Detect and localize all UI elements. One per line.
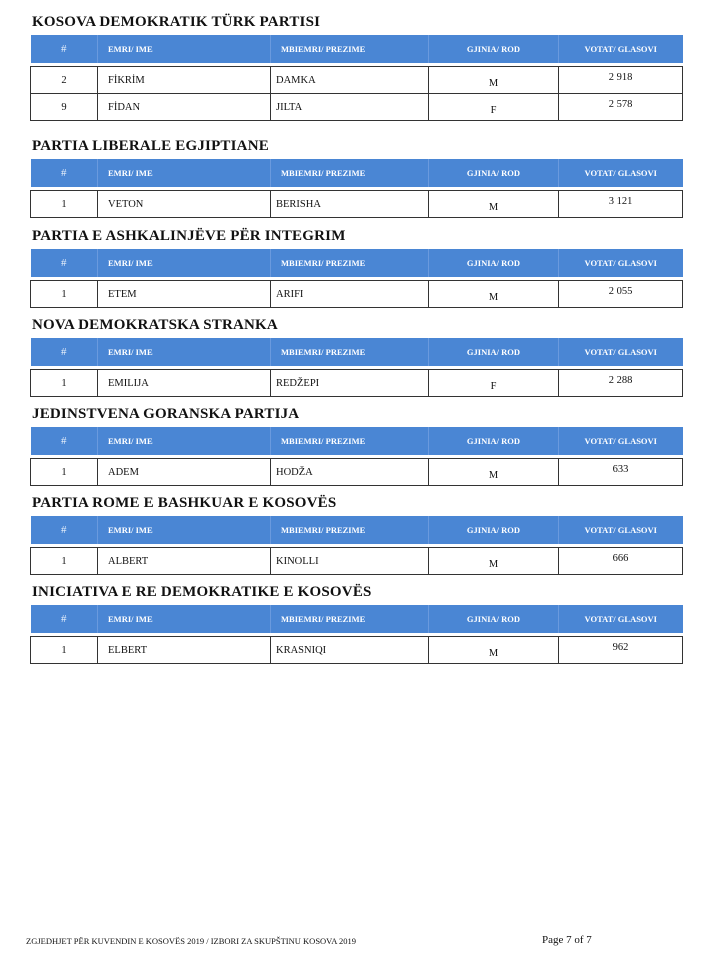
table-row: [31, 548, 683, 575]
candidate-votes: 2 288: [559, 370, 683, 397]
candidate-gender: M: [429, 191, 559, 218]
candidate-first-name: FİDAN: [98, 94, 271, 121]
column-header-first-name: EMRI/ IME: [98, 338, 271, 366]
candidate-gender: M: [429, 637, 559, 664]
candidate-first-name: VETON: [98, 191, 271, 218]
candidates-table: [30, 35, 683, 121]
candidate-gender: M: [429, 459, 559, 486]
table-row: [31, 94, 683, 121]
table-row: [31, 637, 683, 664]
candidate-number: 1: [31, 548, 98, 575]
candidates-table: [30, 249, 683, 308]
candidate-votes: 2 578: [559, 94, 683, 121]
column-header-first-name: EMRI/ IME: [98, 35, 271, 63]
column-header-votes: VOTAT/ GLASOVI: [559, 159, 683, 187]
column-header-last-name: MBIEMRI/ PREZIME: [271, 516, 429, 544]
table-row: [31, 191, 683, 218]
party-name: PARTIA LIBERALE EGJIPTIANE: [32, 138, 269, 154]
candidate-gender: F: [429, 94, 559, 121]
candidate-last-name: KRASNIQI: [271, 637, 429, 664]
candidate-votes: 2 918: [559, 67, 683, 94]
party-name: JEDINSTVENA GORANSKA PARTIJA: [32, 406, 300, 422]
candidate-first-name: ETEM: [98, 281, 271, 308]
table-header-row: [31, 516, 683, 544]
column-header-last-name: MBIEMRI/ PREZIME: [271, 249, 429, 277]
column-header-votes: VOTAT/ GLASOVI: [559, 427, 683, 455]
candidate-gender: M: [429, 548, 559, 575]
table-header-row: [31, 427, 683, 455]
candidate-votes: 3 121: [559, 191, 683, 218]
column-header-votes: VOTAT/ GLASOVI: [559, 249, 683, 277]
candidates-table: [30, 605, 683, 664]
candidate-number: 9: [31, 94, 98, 121]
table-header-row: [31, 159, 683, 187]
candidate-first-name: ADEM: [98, 459, 271, 486]
footer-page-number: Page 7 of 7: [542, 934, 592, 946]
column-header-gender: GJINIA/ ROD: [429, 427, 559, 455]
candidate-last-name: DAMKA: [271, 67, 429, 94]
candidate-gender: F: [429, 370, 559, 397]
candidate-last-name: JILTA: [271, 94, 429, 121]
column-header-first-name: EMRI/ IME: [98, 249, 271, 277]
candidate-number: 1: [31, 637, 98, 664]
party-name: PARTIA E ASHKALINJËVE PËR INTEGRIM: [32, 228, 346, 244]
candidates-table: [30, 159, 683, 218]
candidate-first-name: ELBERT: [98, 637, 271, 664]
column-header-first-name: EMRI/ IME: [98, 605, 271, 633]
table-header-row: [31, 338, 683, 366]
table-header-row: [31, 605, 683, 633]
column-header-votes: VOTAT/ GLASOVI: [559, 338, 683, 366]
column-header-votes: VOTAT/ GLASOVI: [559, 35, 683, 63]
column-header-number: #: [31, 427, 98, 455]
column-header-number: #: [31, 338, 98, 366]
candidate-first-name: EMILIJA: [98, 370, 271, 397]
column-header-votes: VOTAT/ GLASOVI: [559, 516, 683, 544]
column-header-last-name: MBIEMRI/ PREZIME: [271, 159, 429, 187]
candidates-table: [30, 338, 683, 397]
column-header-gender: GJINIA/ ROD: [429, 516, 559, 544]
table-row: [31, 67, 683, 94]
candidate-first-name: ALBERT: [98, 548, 271, 575]
party-name: INICIATIVA E RE DEMOKRATIKE E KOSOVËS: [32, 584, 372, 600]
candidate-votes: 633: [559, 459, 683, 486]
column-header-number: #: [31, 35, 98, 63]
party-name: NOVA DEMOKRATSKA STRANKA: [32, 317, 278, 333]
footer-election-title: ZGJEDHJET PËR KUVENDIN E KOSOVËS 2019 / IZBORI ZA SKUPŠTINU KOSOVA 2019: [26, 936, 357, 946]
column-header-gender: GJINIA/ ROD: [429, 35, 559, 63]
column-header-number: #: [31, 605, 98, 633]
table-row: [31, 370, 683, 397]
candidate-votes: 962: [559, 637, 683, 664]
column-header-gender: GJINIA/ ROD: [429, 605, 559, 633]
column-header-gender: GJINIA/ ROD: [429, 159, 559, 187]
candidates-table: [30, 516, 683, 575]
column-header-gender: GJINIA/ ROD: [429, 249, 559, 277]
candidate-gender: M: [429, 67, 559, 94]
column-header-gender: GJINIA/ ROD: [429, 338, 559, 366]
column-header-number: #: [31, 159, 98, 187]
column-header-first-name: EMRI/ IME: [98, 516, 271, 544]
candidate-gender: M: [429, 281, 559, 308]
candidate-votes: 2 055: [559, 281, 683, 308]
table-header-row: [31, 35, 683, 63]
party-name: KOSOVA DEMOKRATIK TÜRK PARTISI: [32, 14, 321, 30]
candidate-votes: 666: [559, 548, 683, 575]
column-header-last-name: MBIEMRI/ PREZIME: [271, 338, 429, 366]
candidate-last-name: HODŽA: [271, 459, 429, 486]
candidate-number: 1: [31, 370, 98, 397]
candidates-table: [30, 427, 683, 486]
column-header-votes: VOTAT/ GLASOVI: [559, 605, 683, 633]
candidate-last-name: REDŽEPI: [271, 370, 429, 397]
party-name: PARTIA ROME E BASHKUAR E KOSOVËS: [32, 495, 337, 511]
column-header-number: #: [31, 516, 98, 544]
table-row: [31, 459, 683, 486]
table-row: [31, 281, 683, 308]
candidate-last-name: BERISHA: [271, 191, 429, 218]
candidate-number: 1: [31, 281, 98, 308]
candidate-first-name: FİKRİM: [98, 67, 271, 94]
column-header-last-name: MBIEMRI/ PREZIME: [271, 35, 429, 63]
column-header-first-name: EMRI/ IME: [98, 427, 271, 455]
candidate-number: 1: [31, 191, 98, 218]
candidate-number: 1: [31, 459, 98, 486]
column-header-number: #: [31, 249, 98, 277]
table-header-row: [31, 249, 683, 277]
column-header-first-name: EMRI/ IME: [98, 159, 271, 187]
candidate-last-name: ARIFI: [271, 281, 429, 308]
candidate-number: 2: [31, 67, 98, 94]
column-header-last-name: MBIEMRI/ PREZIME: [271, 427, 429, 455]
column-header-last-name: MBIEMRI/ PREZIME: [271, 605, 429, 633]
candidate-last-name: KINOLLI: [271, 548, 429, 575]
